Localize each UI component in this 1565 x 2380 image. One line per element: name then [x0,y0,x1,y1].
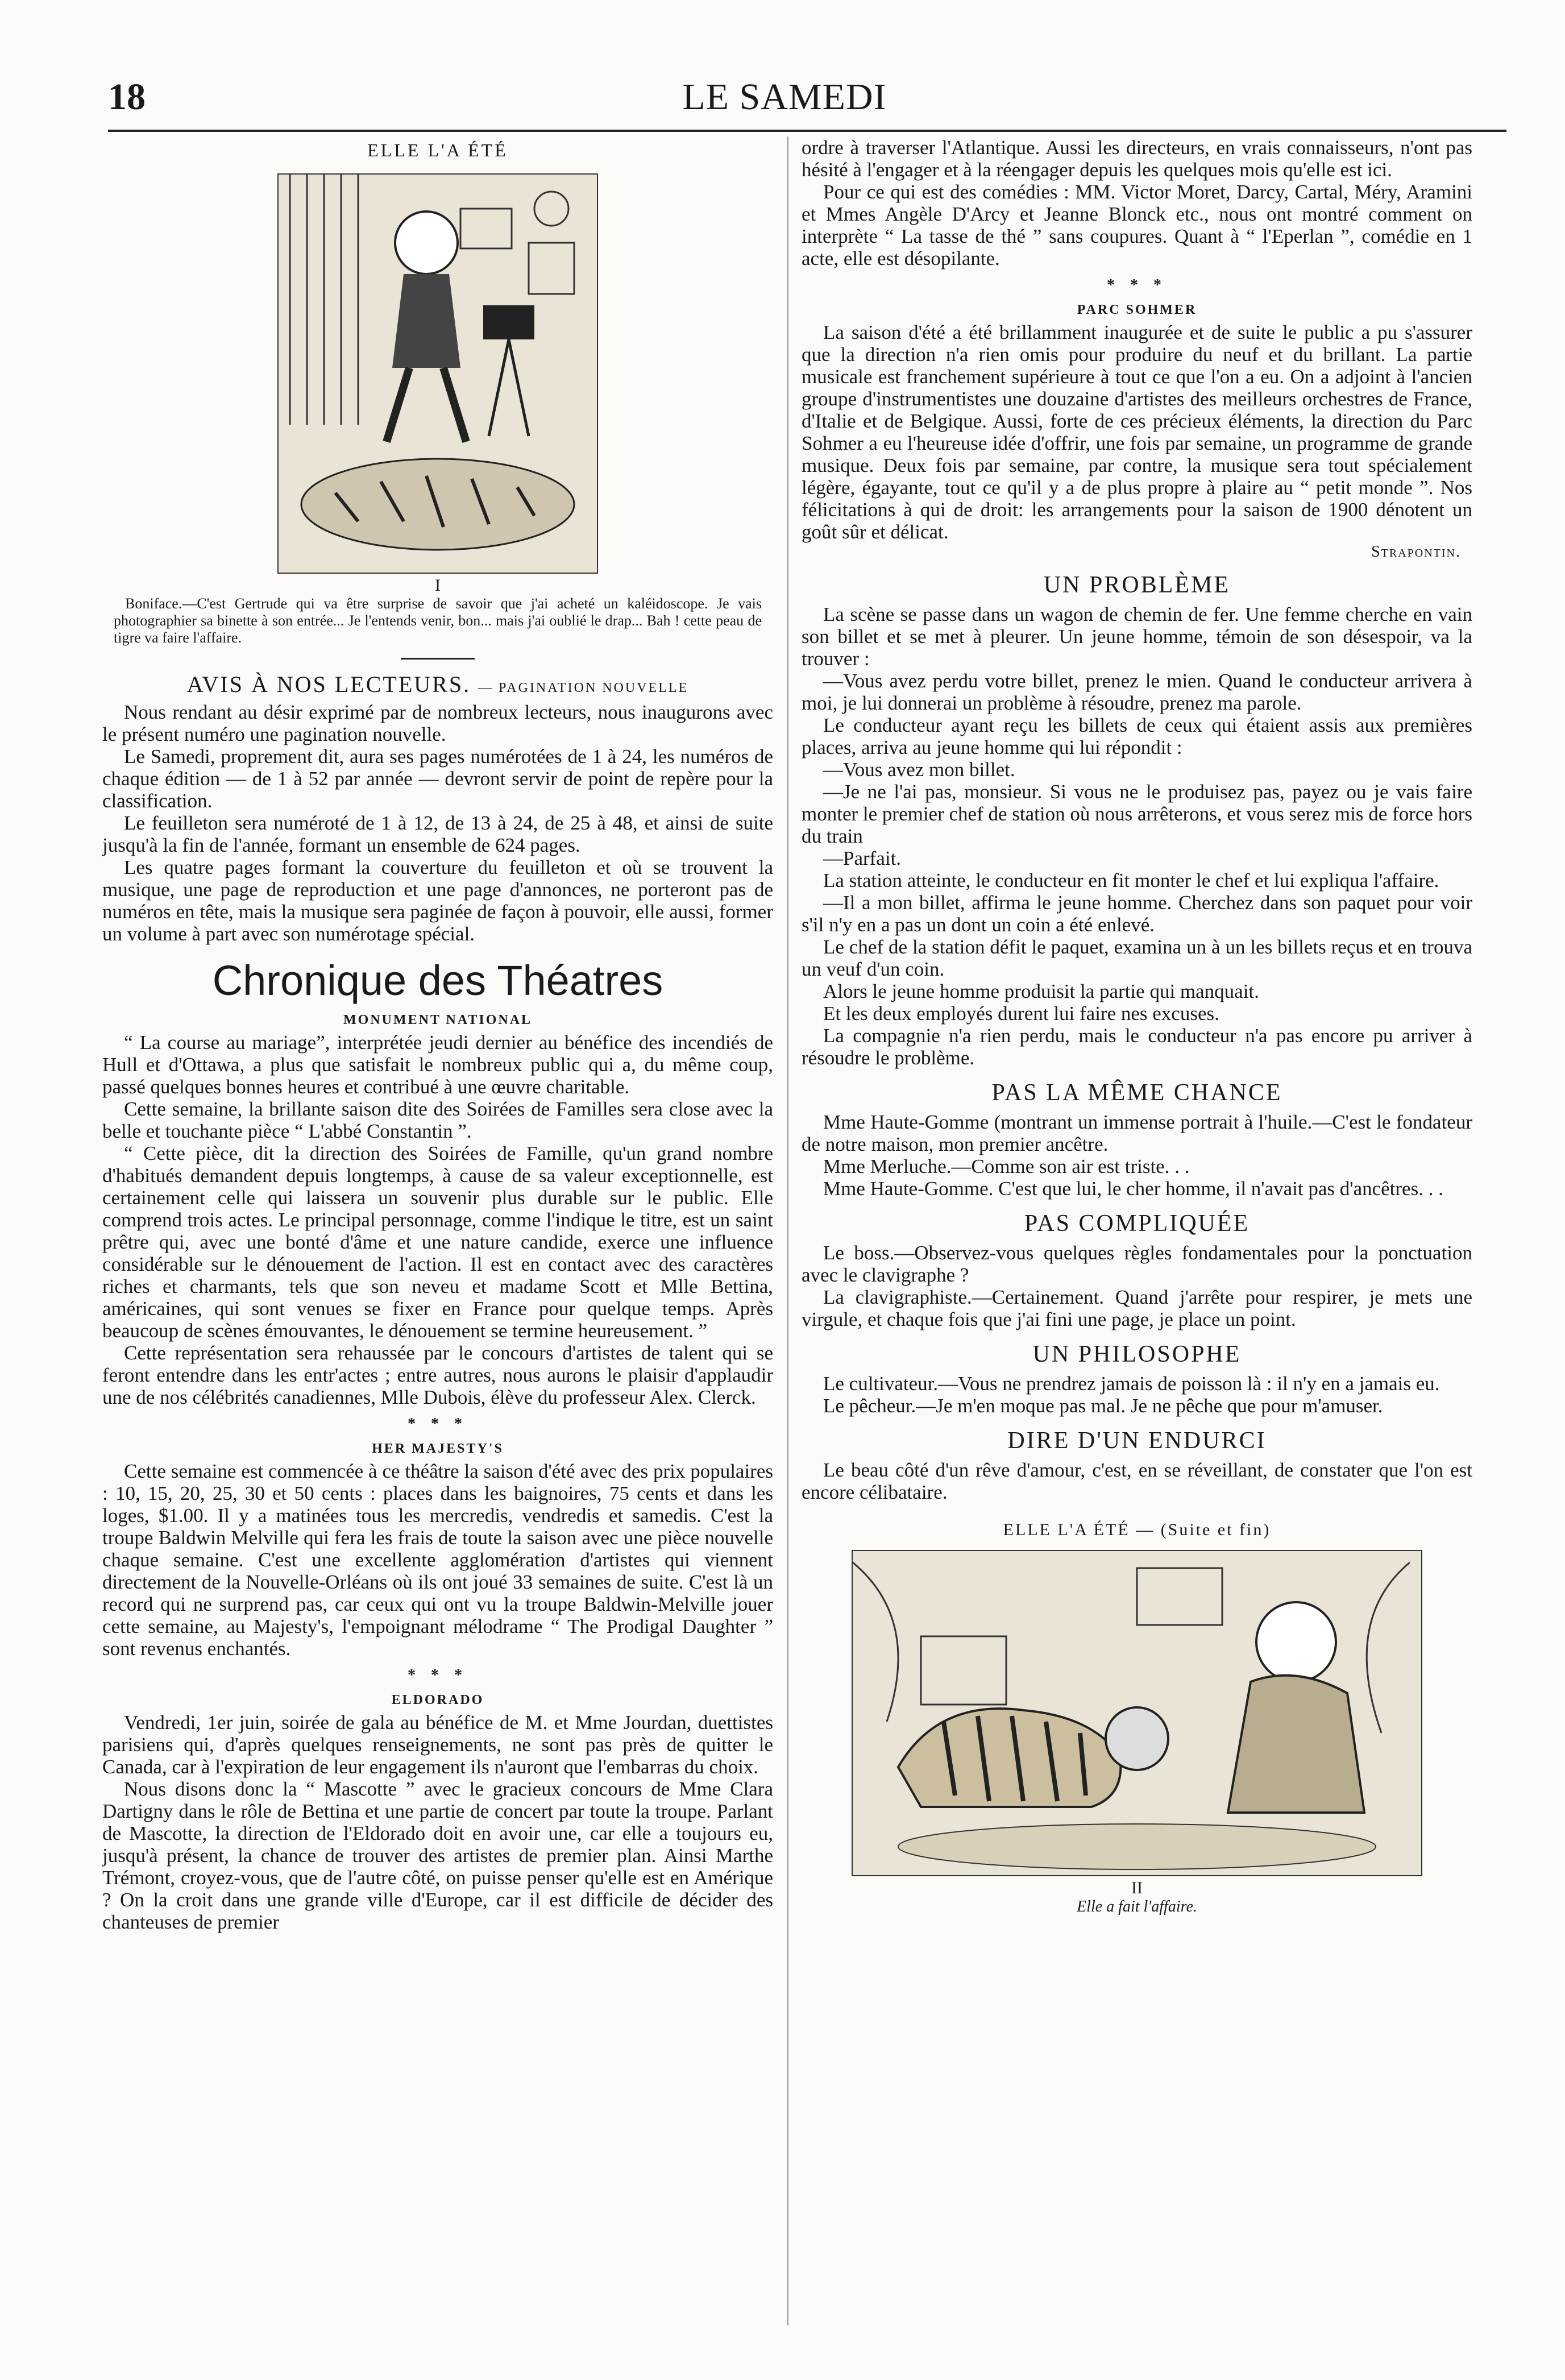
complique-heading: PAS COMPLIQUÉE [1024,1210,1250,1237]
probleme-paragraph: Alors le jeune homme produisit la partie qui manquait. [823,980,1259,1002]
probleme-heading: UN PROBLÈME [1043,572,1231,598]
probleme-paragraph: La station atteinte, le conducteur en fit monter le chef et lui expliqua l'affaire. [823,869,1439,892]
right-column [802,136,1472,2325]
probleme-paragraph: —Parfait. [823,847,902,869]
column-divider [787,136,788,2325]
probleme-paragraph: Et les deux employés durent lui faire nes excuses. [823,1002,1219,1025]
probleme-paragraph: La compagnie n'a rien perdu, mais le conducteur n'a pas encore pu arriver à résoudre le problème. [802,1025,1472,1069]
eldorado-paragraph: Vendredi, 1er juin, soirée de gala au bénéfice de M. et Mme Jourdan, duettistes parisiens qui, d'après quelques renseignements, ne sont pas près de quitter le Canada, car à l'expiration de leur engagement ils n'auront que l'embarras du choix. [102,1711,773,1778]
complique-paragraph: Le boss.—Observez-vous quelques règles fondamentales pour la ponctuation avec le clavigraphe ? [802,1242,1472,1286]
complique-paragraph: La clavigraphiste.—Certainement. Quand j'arrête pour respirer, je mets une virgule, et chaque fois que j'ai fini une page, je place un point. [802,1286,1472,1330]
eldorado-heading: ELDORADO [391,1693,484,1707]
monument-heading: MONUMENT NATIONAL [343,1013,533,1027]
header-rule [108,130,1506,132]
avis-paragraph: Les quatre pages formant la couverture du feuilleton et où se trouvent la musique, une page de reproduction et une page d'annonces, ne porteront pas de numéros en tête, mais la musique sera paginée de façon à pouvoir, elle aussi, former un volume à part avec son numérotage spécial. [102,856,773,945]
her-majesty-paragraph: Cette semaine est commencée à ce théâtre la saison d'été avec des prix populaires : 10, 15, 20, 25, 30 et 50 cents : places dans les baignoires, 75 cents et dans les loges, $1.00. Il y a matinées tous les mercredis, vendredis et samedis. C'est la troupe Baldwin Melville qui fera les frais de toute la saison avec une pièce nouvelle chaque semaine. C'est une excellente agglomération d'artistes qui viennent directement de la Nouvelle-Orléans où ils ont joué 33 semaines de suite. C'est là un record qui ne surprend pas, car ceux qui ont vu la troupe Baldwin-Melville jouer cette semaine, au Majesty's, l'empoignant mélodrame “ The Prodigal Daughter ” sont revenus enchantés. [102,1460,773,1660]
endurci-paragraph: Le beau côté d'un rêve d'amour, c'est, en se réveillant, de constater que l'on est encore célibataire. [802,1459,1472,1503]
journal-title: LE SAMEDI [682,76,887,118]
signature: Strapontin. [1371,543,1461,561]
probleme-paragraph: Le chef de la station défit le paquet, examina un à un les billets reçus et en trouva un veuf d'un coin. [802,936,1472,980]
probleme-paragraph: —Je ne l'ai pas, monsieur. Si vous ne le produisez pas, payez ou je vais faire monter le premier chef de station où nous arrêterons, et vous serez mis de force hors du train [802,781,1472,847]
probleme-paragraph: La scène se passe dans un wagon de chemin de fer. Une femme cherche en vain son billet et se met à pleurer. Un jeune homme, témoin de son désespoir, va la trouver : [802,603,1472,670]
monument-paragraph: Cette semaine, la brillante saison dite des Soirées de Familles sera close avec la belle et touchante pièce “ L'abbé Constantin ”. [102,1098,773,1142]
avis-paragraph: Le Samedi, proprement dit, aura ses pages numérotées de 1 à 24, les numéros de chaque édition — de 1 à 52 par année — devront servir de point de repère pour la classification. [102,745,773,812]
section-rule [401,658,475,660]
illustration1-number: I [435,576,441,595]
philosophe-paragraph: Le pêcheur.—Je m'en moque pas mal. Je ne pêche que pour m'amuser. [823,1395,1383,1417]
section-stars: * * * [408,1415,468,1433]
eldorado-paragraph: Nous disons donc la “ Mascotte ” avec le gracieux concours de Mme Clara Dartigny dans le rôle de Bettina et une partie de concert par toute la troupe. Parlant de Mascotte, la direction de l'Eldorado doit en avoir une, car elle a toujours eu, jusqu'à présent, la chance de trouver des artistes de premier plan. Ainsi Marthe Trémont, croyez-vous, que de l'autre côté, on puisse penser qu'elle est en Amérique ? On la croit dans une grande ville d'Europe, car il est difficile de décider des chanteuses de premier [102,1778,773,1933]
chance-heading: PAS LA MÊME CHANCE [991,1080,1282,1106]
continuation-paragraph: Pour ce qui est des comédies : MM. Victor Moret, Darcy, Cartal, Méry, Aramini et Mmes Angèle D'Arcy et Jeanne Blonck etc., nous ont montré comment on interprète “ La tasse de thé ” sans coupures. Quant à “ l'Eperlan ”, comédie en 1 acte, elle est désopilante. [802,181,1472,269]
illustration2-engraving [852,1550,1422,1876]
left-column [102,136,773,2325]
chance-paragraph: Mme Haute-Gomme. C'est que lui, le cher homme, il n'avait pas d'ancêtres. . . [823,1177,1443,1200]
philosophe-paragraph: Le cultivateur.—Vous ne prendrez jamais de poisson là : il n'y en a jamais eu. [823,1373,1440,1395]
chronique-title: Chronique des Théatres [212,957,663,1004]
section-stars: * * * [1107,276,1167,294]
chance-paragraph: Mme Merluche.—Comme son air est triste. . . [823,1155,1190,1177]
probleme-paragraph: —Vous avez perdu votre billet, prenez le mien. Quand le conducteur arrivera à moi, je lui donnerai un problème à résoudre, prenez ma parole. [802,670,1472,714]
illustration2-title: ELLE L'A ÉTÉ — (Suite et fin) [1003,1520,1271,1539]
philosophe-heading: UN PHILOSOPHE [1032,1341,1242,1367]
illustration2-number: II [1131,1879,1143,1897]
engraving-photographer-icon [279,175,597,573]
endurci-heading: DIRE D'UN ENDURCI [1007,1428,1267,1454]
continuation-paragraph: ordre à traverser l'Atlantique. Aussi les directeurs, en vrais connaisseurs, n'ont pas hésité à l'engager et à la réengager depuis les quelques mois qu'elle est ici. [802,136,1472,181]
probleme-paragraph: —Vous avez mon billet. [823,758,1015,781]
avis-paragraph: Le feuilleton sera numéroté de 1 à 12, de 13 à 24, de 25 à 48, et ainsi de suite jusqu'à la fin de l'année, formant un ensemble de 624 pages. [102,812,773,856]
avis-title: AVIS À NOS LECTEURS. [186,671,471,697]
avis-heading [102,671,773,698]
section-stars: * * * [408,1666,468,1684]
avis-subtitle: — PAGINATION NOUVELLE [478,681,689,695]
monument-paragraph: “ La course au mariage”, interprétée jeudi dernier au bénéfice des incendiés de Hull et d'Ottawa, a plus que satisfait le nombreux public qui a, du même coup, passé quelques bonnes heures et contribué à une œuvre charitable. [102,1031,773,1098]
avis-paragraph: Nous rendant au désir exprimé par de nombreux lecteurs, nous inaugurons avec le présent numéro une pagination nouvelle. [102,701,773,745]
probleme-paragraph: —Il a mon billet, affirma le jeune homme. Cherchez dans son paquet pour voir s'il n'y en a pas un dont un coin a été enlevé. [802,892,1472,936]
monument-paragraph: “ Cette pièce, dit la direction des Soirées de Famille, qu'un grand nombre d'habitués demandent depuis longtemps, à cause de sa valeur exceptionnelle, est certainement celle qui laissera un souvenir plus durable sur le public. Elle comprend trois actes. Le principal personnage, comme l'indique le titre, est un saint prêtre qui, avec une bonté d'âme et une nature candide, exerce une influence considérable sur le dénouement de l'action. Il est en contact avec des caractères riches et charmants, tels que son neveu et madame Scott et Mlle Bettina, américaines, qui sont venues se fixer en France pour quelque temps. Après beaucoup de scènes émouvantes, le dénouement se termine heureusement. ” [102,1142,773,1342]
illustration1-engraving [277,173,598,574]
monument-paragraph: Cette représentation sera rehaussée par le concours d'artistes de talent qui se feront entendre dans les entr'actes ; entre autres, nous aurons le plaisir d'applaudir une de nos célébrités canadiennes, Mlle Dubois, élève du professeur Alex. Clerck. [102,1342,773,1408]
parc-paragraph: La saison d'été a été brillamment inaugurée et de suite le public a pu s'assurer que la direction n'a rien omis pour produire du neuf et du brillant. La partie musicale est franchement supérieure à tout ce que l'on a eu. On a adjoint à l'ancien groupe d'instrumentistes une douzaine d'artistes des meilleurs orchestres de France, d'Italie et de Belgique. Aussi, forte de ces précieux éléments, la direction du Parc Sohmer a eu l'heureuse idée d'offrir, une fois par semaine, un programme de grande musique. Deux fois par semaine, par contre, la musique sera tout spécialement légère, égayante, tout ce qu'il y a de plus propre à plaire au “ petit monde ”. Nos félicitations à qui de droit: les arrangements pour la saison de 1900 dénotent un goût sûr et délicat. [802,321,1472,543]
engraving-tiger-icon [853,1551,1421,1875]
her-majesty-heading: HER MAJESTY'S [372,1441,504,1456]
parc-heading: PARC SOHMER [1077,302,1197,317]
page-header [63,44,1506,130]
chance-paragraph: Mme Haute-Gomme (montrant un immense portrait à l'huile.—C'est le fondateur de notre maison, mon premier ancêtre. [802,1111,1472,1155]
illustration2-caption: Elle a fait l'affaire. [1077,1898,1197,1915]
illustration1-caption: Boniface.—C'est Gertrude qui va être surprise de savoir que j'ai acheté un kaléidoscope. Je vais photographier sa binette à son entrée... Je l'entends venir, bon... mais j'ai oublié le drap... Bah ! cette peau de tigre va faire l'affaire. [114,595,762,646]
probleme-paragraph: Le conducteur ayant reçu les billets de ceux qui étaient assis aux premières places, arriva au jeune homme qui lui répondit : [802,714,1472,758]
page-number: 18 [108,76,146,118]
illustration1-title: ELLE L'A ÉTÉ [367,140,508,160]
